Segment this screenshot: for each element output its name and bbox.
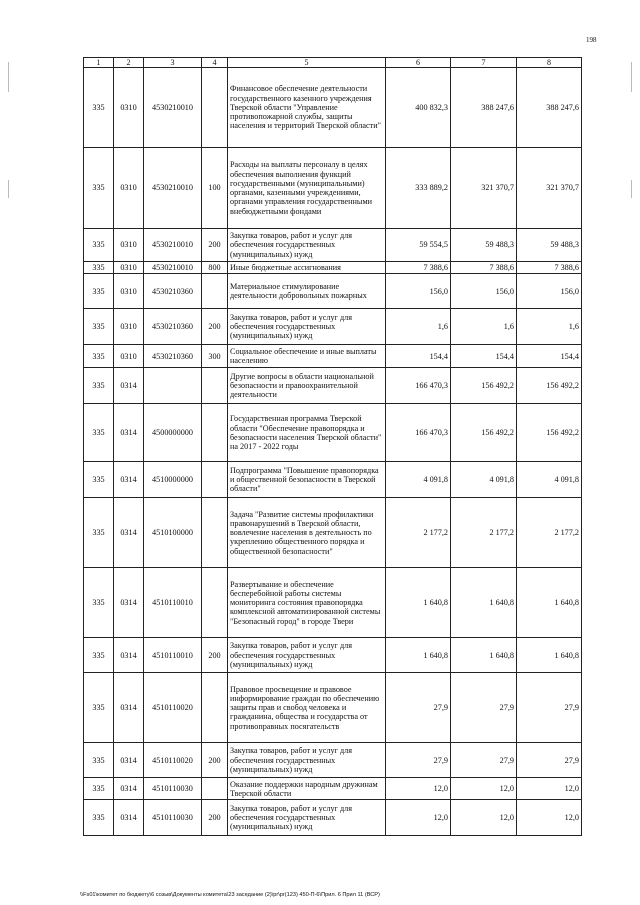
cell-amount-1: 166 470,3 (386, 404, 451, 462)
cell-amount-1: 166 470,3 (386, 368, 451, 404)
cell-amount-3: 59 488,3 (517, 229, 582, 262)
cell-amount-3: 12,0 (517, 778, 582, 800)
table-row (84, 68, 582, 148)
cell-amount-1: 1,6 (386, 309, 451, 345)
table-row (84, 498, 582, 568)
cell-csr: 4510100000 (144, 498, 202, 568)
cell-amount-3: 12,0 (517, 800, 582, 836)
cell-name: Развертывание и обеспечение бесперебойной работы системы мониторинга состояния правопорядка комплексной автоматизированной системы "Безопасный город" в городе Твери (228, 568, 386, 638)
cell-amount-3: 321 370,7 (517, 148, 582, 229)
cell-name: Задача "Развитие системы профилактики правонарушений в Тверской области, вовлечение населения в деятельность по укреплению общественного порядка и общественной безопасности" (228, 498, 386, 568)
cell-ved: 335 (84, 778, 114, 800)
cell-amount-2: 1 640,8 (451, 638, 517, 673)
cell-amount-2: 27,9 (451, 743, 517, 778)
cell-razdel: 0310 (114, 148, 144, 229)
cell-amount-1: 7 388,6 (386, 262, 451, 274)
cell-amount-2: 154,4 (451, 345, 517, 368)
header-row (84, 58, 582, 68)
cell-amount-2: 12,0 (451, 800, 517, 836)
cell-razdel: 0310 (114, 345, 144, 368)
cell-csr: 4510110020 (144, 743, 202, 778)
cell-name: Подпрограмма "Повышение правопорядка и общественной безопасности в Тверской области" (228, 462, 386, 498)
cell-amount-3: 156,0 (517, 274, 582, 309)
cell-vr: 300 (202, 345, 228, 368)
cell-ved: 335 (84, 229, 114, 262)
cell-razdel: 0314 (114, 368, 144, 404)
cell-amount-1: 154,4 (386, 345, 451, 368)
cell-razdel: 0314 (114, 800, 144, 836)
cell-name: Закупка товаров, работ и услуг для обеспечения государственных (муниципальных) нужд (228, 800, 386, 836)
cell-amount-3: 1 640,8 (517, 638, 582, 673)
cell-csr: 4510000000 (144, 462, 202, 498)
cell-vr: 200 (202, 638, 228, 673)
cell-amount-1: 2 177,2 (386, 498, 451, 568)
cell-amount-3: 156 492,2 (517, 404, 582, 462)
cell-csr: 4530210010 (144, 148, 202, 229)
cell-amount-1: 12,0 (386, 778, 451, 800)
cell-name: Закупка товаров, работ и услуг для обеспечения государственных (муниципальных) нужд (228, 229, 386, 262)
footer-file-path: \\Fs01\комитет по бюджету\6 созыв\Документы комитета\23 заседание (2)\pr\pr(123) 450-П-6\Прил. 6 Прил 11 (ВСР) (80, 892, 380, 898)
cell-csr: 4510110030 (144, 800, 202, 836)
cell-ved: 335 (84, 638, 114, 673)
cell-name: Закупка товаров, работ и услуг для обеспечения государственных (муниципальных) нужд (228, 638, 386, 673)
cell-csr: 4530210010 (144, 229, 202, 262)
table-row (84, 778, 582, 800)
cell-vr (202, 568, 228, 638)
cell-amount-2: 27,9 (451, 673, 517, 743)
cell-ved: 335 (84, 498, 114, 568)
cell-ved: 335 (84, 568, 114, 638)
cell-vr (202, 673, 228, 743)
cell-amount-3: 7 388,6 (517, 262, 582, 274)
cell-name: Социальное обеспечение и иные выплаты населению (228, 345, 386, 368)
col-header-2: 2 (114, 58, 144, 68)
cell-amount-3: 4 091,8 (517, 462, 582, 498)
cell-amount-1: 27,9 (386, 743, 451, 778)
cell-amount-1: 400 832,3 (386, 68, 451, 148)
cell-razdel: 0310 (114, 309, 144, 345)
cell-amount-1: 156,0 (386, 274, 451, 309)
cell-vr (202, 404, 228, 462)
cell-name: Государственная программа Тверской области "Обеспечение правопорядка и безопасности населения Тверской области" на 2017 - 2022 годы (228, 404, 386, 462)
cell-razdel: 0314 (114, 743, 144, 778)
cell-ved: 335 (84, 800, 114, 836)
cell-vr (202, 778, 228, 800)
cell-amount-2: 4 091,8 (451, 462, 517, 498)
cell-amount-3: 27,9 (517, 673, 582, 743)
cell-name: Иные бюджетные ассигнования (228, 262, 386, 274)
cell-amount-1: 1 640,8 (386, 638, 451, 673)
cell-csr: 4500000000 (144, 404, 202, 462)
scan-margin-line-left-top (8, 62, 9, 92)
table-row (84, 800, 582, 836)
table-row (84, 229, 582, 262)
cell-csr: 4510110010 (144, 638, 202, 673)
cell-name: Расходы на выплаты персоналу в целях обеспечения выполнения функций государственными (муниципальными) органами, казенными учреждениями, органами управления государственными внебюджетными фондами (228, 148, 386, 229)
cell-amount-1: 27,9 (386, 673, 451, 743)
cell-ved: 335 (84, 462, 114, 498)
cell-csr: 4510110020 (144, 673, 202, 743)
cell-ved: 335 (84, 404, 114, 462)
cell-vr: 200 (202, 229, 228, 262)
cell-amount-2: 388 247,6 (451, 68, 517, 148)
col-header-6: 6 (386, 58, 451, 68)
cell-amount-2: 156,0 (451, 274, 517, 309)
cell-name: Закупка товаров, работ и услуг для обеспечения государственных (муниципальных) нужд (228, 743, 386, 778)
cell-amount-2: 59 488,3 (451, 229, 517, 262)
cell-csr: 4510110010 (144, 568, 202, 638)
table-row (84, 262, 582, 274)
page-number: 198 (586, 36, 597, 44)
cell-ved: 335 (84, 673, 114, 743)
cell-csr: 4510110030 (144, 778, 202, 800)
cell-vr (202, 462, 228, 498)
cell-csr: 4530210360 (144, 274, 202, 309)
cell-amount-2: 321 370,7 (451, 148, 517, 229)
cell-name: Оказание поддержки народным дружинам Тверской области (228, 778, 386, 800)
table-row (84, 462, 582, 498)
cell-ved: 335 (84, 68, 114, 148)
cell-razdel: 0310 (114, 262, 144, 274)
table-row (84, 274, 582, 309)
budget-table (83, 57, 582, 836)
cell-vr: 200 (202, 309, 228, 345)
cell-amount-1: 333 889,2 (386, 148, 451, 229)
cell-vr (202, 68, 228, 148)
cell-vr (202, 274, 228, 309)
cell-amount-3: 156 492,2 (517, 368, 582, 404)
scan-margin-line-right-mid (631, 180, 632, 198)
cell-amount-3: 27,9 (517, 743, 582, 778)
table-row (84, 673, 582, 743)
cell-amount-2: 12,0 (451, 778, 517, 800)
cell-name: Другие вопросы в области национальной безопасности и правоохранительной деятельности (228, 368, 386, 404)
cell-csr: 4530210360 (144, 309, 202, 345)
scan-margin-line-right-top (631, 62, 632, 92)
cell-amount-2: 7 388,6 (451, 262, 517, 274)
cell-vr: 200 (202, 800, 228, 836)
scan-margin-line-left-mid (8, 180, 9, 198)
col-header-5: 5 (228, 58, 386, 68)
cell-csr: 4530210360 (144, 345, 202, 368)
table-row (84, 345, 582, 368)
cell-vr (202, 368, 228, 404)
cell-ved: 335 (84, 743, 114, 778)
cell-razdel: 0310 (114, 274, 144, 309)
cell-vr (202, 498, 228, 568)
table-row (84, 638, 582, 673)
cell-amount-1: 59 554,5 (386, 229, 451, 262)
col-header-7: 7 (451, 58, 517, 68)
cell-vr: 800 (202, 262, 228, 274)
cell-amount-2: 156 492,2 (451, 368, 517, 404)
cell-amount-1: 4 091,8 (386, 462, 451, 498)
col-header-3: 3 (144, 58, 202, 68)
cell-amount-3: 1,6 (517, 309, 582, 345)
table-row (84, 148, 582, 229)
cell-amount-3: 154,4 (517, 345, 582, 368)
cell-amount-2: 156 492,2 (451, 404, 517, 462)
cell-ved: 335 (84, 274, 114, 309)
cell-csr (144, 368, 202, 404)
cell-name: Правовое просвещение и правовое информирование граждан по обеспечению защиты прав и свобод человека и гражданина, общества и государства от противоправных посягательств (228, 673, 386, 743)
table-row (84, 368, 582, 404)
table-row (84, 743, 582, 778)
col-header-1: 1 (84, 58, 114, 68)
cell-razdel: 0310 (114, 229, 144, 262)
cell-amount-2: 1,6 (451, 309, 517, 345)
table-row (84, 404, 582, 462)
cell-csr: 4530210010 (144, 68, 202, 148)
table-row (84, 309, 582, 345)
cell-razdel: 0314 (114, 638, 144, 673)
cell-vr: 200 (202, 743, 228, 778)
cell-ved: 335 (84, 345, 114, 368)
cell-razdel: 0314 (114, 404, 144, 462)
cell-ved: 335 (84, 368, 114, 404)
cell-razdel: 0314 (114, 462, 144, 498)
cell-ved: 335 (84, 148, 114, 229)
col-header-4: 4 (202, 58, 228, 68)
cell-amount-1: 1 640,8 (386, 568, 451, 638)
cell-ved: 335 (84, 309, 114, 345)
cell-amount-2: 2 177,2 (451, 498, 517, 568)
cell-name: Финансовое обеспечение деятельности государственного казенного учреждения Тверской области "Управление противопожарной службы, защиты населения и территорий Тверской области" (228, 68, 386, 148)
cell-razdel: 0314 (114, 498, 144, 568)
cell-razdel: 0310 (114, 68, 144, 148)
cell-name: Закупка товаров, работ и услуг для обеспечения государственных (муниципальных) нужд (228, 309, 386, 345)
cell-name: Материальное стимулирование деятельности добровольных пожарных (228, 274, 386, 309)
table-row (84, 568, 582, 638)
cell-amount-1: 12,0 (386, 800, 451, 836)
cell-razdel: 0314 (114, 673, 144, 743)
cell-amount-3: 388 247,6 (517, 68, 582, 148)
col-header-8: 8 (517, 58, 582, 68)
cell-amount-3: 1 640,8 (517, 568, 582, 638)
cell-vr: 100 (202, 148, 228, 229)
cell-ved: 335 (84, 262, 114, 274)
cell-amount-3: 2 177,2 (517, 498, 582, 568)
cell-amount-2: 1 640,8 (451, 568, 517, 638)
cell-razdel: 0314 (114, 778, 144, 800)
cell-csr: 4530210010 (144, 262, 202, 274)
cell-razdel: 0314 (114, 568, 144, 638)
